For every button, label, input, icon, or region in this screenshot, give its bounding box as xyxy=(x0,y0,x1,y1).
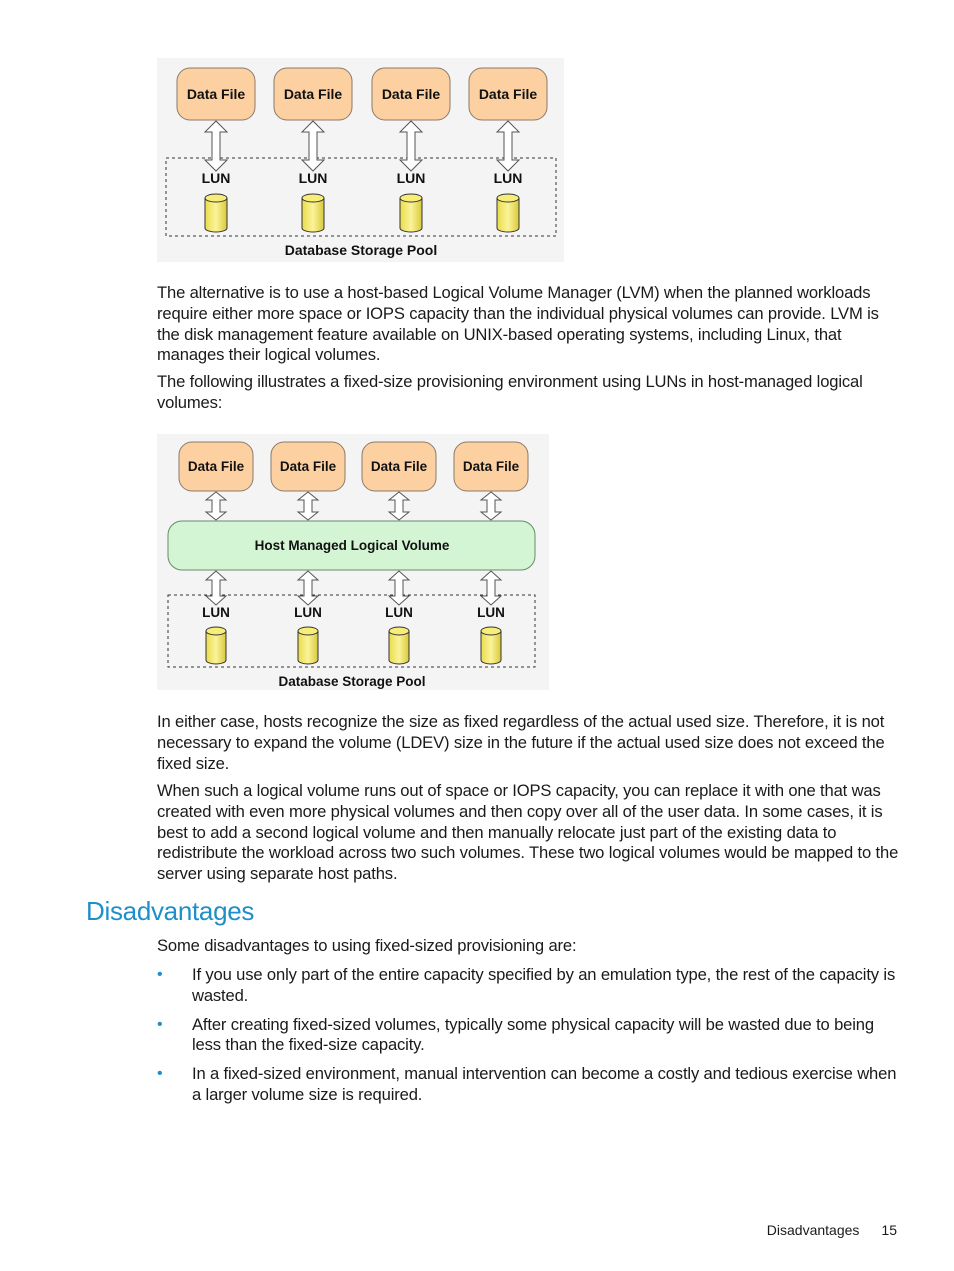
cylinder-icon xyxy=(497,194,519,232)
data-file-box xyxy=(469,68,547,120)
disadvantages-intro: Some disadvantages to using fixed-sized provisioning are: xyxy=(157,936,577,955)
data-file-box xyxy=(372,68,450,120)
lun-label: LUN xyxy=(202,605,230,620)
page-footer xyxy=(767,1222,897,1238)
lun-label: LUN xyxy=(493,170,523,186)
data-file-box xyxy=(362,442,436,491)
host-volume-label: Host Managed Logical Volume xyxy=(254,538,450,553)
list-item xyxy=(157,965,899,1007)
cylinder-icon xyxy=(205,194,227,232)
cylinder-icon xyxy=(298,627,318,664)
data-file-box xyxy=(179,442,253,491)
cylinder-icon xyxy=(389,627,409,664)
double-arrow-icon xyxy=(481,492,501,520)
cylinder-icon xyxy=(206,627,226,664)
lun-label: LUN xyxy=(396,170,426,186)
bullet-icon: • xyxy=(157,1065,163,1083)
page-number: 15 xyxy=(881,1222,897,1238)
lun-label: LUN xyxy=(385,605,413,620)
double-arrow-icon xyxy=(389,571,409,605)
data-file-box xyxy=(454,442,528,491)
disadvantages-list xyxy=(157,965,899,1114)
lun-label: LUN xyxy=(298,170,328,186)
data-file-label: Data File xyxy=(478,86,538,102)
data-file-label: Data File xyxy=(187,459,245,474)
data-file-label: Data File xyxy=(381,86,441,102)
host-managed-volume-box xyxy=(168,521,535,570)
double-arrow-icon xyxy=(298,492,318,520)
double-arrow-icon xyxy=(481,571,501,605)
double-arrow-icon xyxy=(389,492,409,520)
pool-label: Database Storage Pool xyxy=(278,674,426,689)
double-arrow-icon xyxy=(205,121,227,171)
double-arrow-icon xyxy=(206,571,226,605)
figure-host-managed-volume xyxy=(157,434,549,690)
data-file-label: Data File xyxy=(186,86,246,102)
data-file-label: Data File xyxy=(370,459,428,474)
list-item xyxy=(157,1064,899,1106)
paragraph-lvm: The alternative is to use a host-based Logical Volume Manager (LVM) when the planned workloads require either more space or IOPS capacity than the individual physical volumes can provide. LVM is the disk management feature available on UNIX-based operating systems, including Linux, that manages their logical volumes. xyxy=(157,283,879,365)
lun-label: LUN xyxy=(294,605,322,620)
data-file-label: Data File xyxy=(279,459,337,474)
paragraph-fixed-size: In either case, hosts recognize the size as fixed regardless of the actual used size. Therefore, it is not necessary to expand the volume (LDEV) size in the future if the actual used size does not exceed the fixed size. xyxy=(157,712,885,773)
data-file-label: Data File xyxy=(283,86,343,102)
double-arrow-icon xyxy=(298,571,318,605)
cylinder-icon xyxy=(302,194,324,232)
list-item-text: In a fixed-sized environment, manual intervention can become a costly and tedious exercise when a larger volume size is required. xyxy=(192,1064,897,1104)
figure-storage-pool xyxy=(157,58,564,262)
double-arrow-icon xyxy=(497,121,519,171)
cylinder-icon xyxy=(481,627,501,664)
list-item xyxy=(157,1015,899,1057)
lun-label: LUN xyxy=(201,170,231,186)
double-arrow-icon xyxy=(206,492,226,520)
data-file-box xyxy=(177,68,255,120)
data-file-label: Data File xyxy=(462,459,520,474)
data-file-box xyxy=(274,68,352,120)
lun-label: LUN xyxy=(477,605,505,620)
list-item-text: If you use only part of the entire capacity specified by an emulation type, the rest of the capacity is wasted. xyxy=(192,965,896,1005)
section-heading: Disadvantages xyxy=(86,896,255,926)
double-arrow-icon xyxy=(400,121,422,171)
data-file-box xyxy=(271,442,345,491)
footer-section: Disadvantages xyxy=(766,1222,860,1238)
double-arrow-icon xyxy=(302,121,324,171)
cylinder-icon xyxy=(400,194,422,232)
bullet-icon: • xyxy=(157,1015,163,1033)
bullet-icon: • xyxy=(157,966,163,983)
pool-label: Database Storage Pool xyxy=(284,242,438,258)
list-item-text: After creating fixed-sized volumes, typically some physical capacity will be wasted due to being less than the fixed-size capacity. xyxy=(192,1014,874,1055)
paragraph-illustration-intro: The following illustrates a fixed-size provisioning environment using LUNs in host-managed logical volumes: xyxy=(157,372,863,412)
paragraph-replace-volume: When such a logical volume runs out of space or IOPS capacity, you can replace it with one that was created with even more physical volumes and then copy over all of the user data. In some cases, it is best to add a second logical volume and then manually relocate just part of the existing data to redistribute the workload across two such volumes. These two logical volumes would be mapped to the server using separate host paths. xyxy=(157,781,899,884)
